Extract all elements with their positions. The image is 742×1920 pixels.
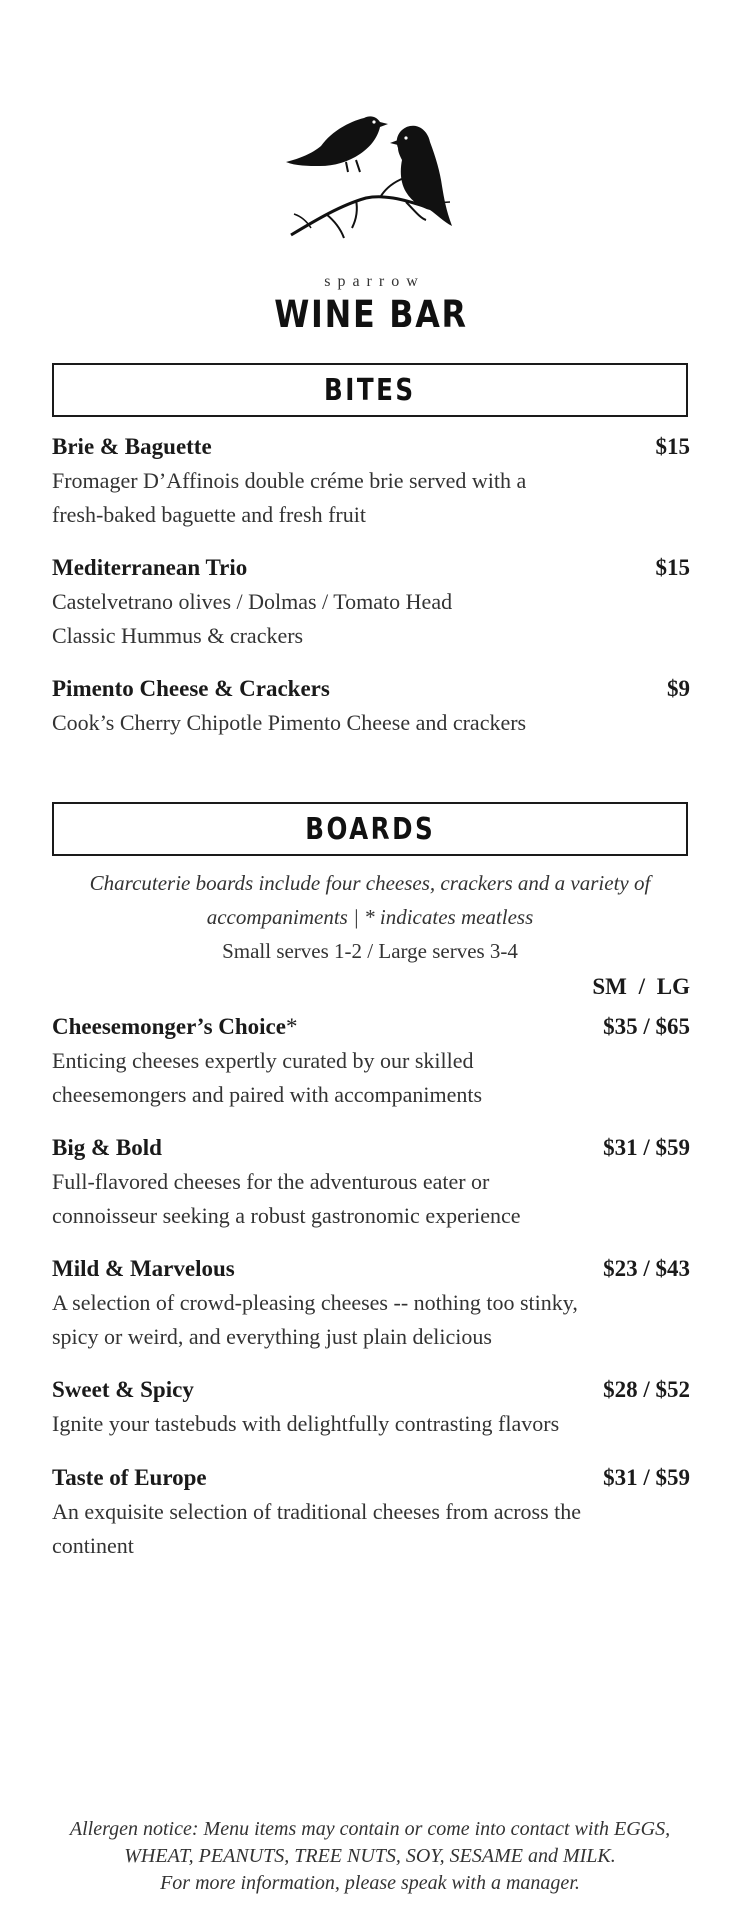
- menu-item: [52, 430, 690, 532]
- item-description-line: Enticing cheeses expertly curated by our skilled: [52, 1048, 474, 1073]
- item-name: Brie & Baguette: [52, 434, 212, 459]
- bites-title: BITES: [324, 372, 416, 408]
- item-description-line: Castelvetrano olives / Dolmas / Tomato Head: [52, 589, 453, 614]
- allergen-line: For more information, please speak with a manager.: [160, 1872, 580, 1894]
- item-name: Mild & Marvelous: [52, 1256, 235, 1281]
- allergen-notice: [52, 1816, 688, 1897]
- item-description-line: Classic Hummus & crackers: [52, 623, 304, 648]
- item-description-line: An exquisite selection of traditional cheeses from across the: [52, 1499, 582, 1524]
- item-name: Sweet & Spicy: [52, 1377, 194, 1402]
- two-sparrows-on-branch-icon: [286, 110, 456, 245]
- menu-item: [52, 1131, 690, 1233]
- menu-item: [52, 1461, 690, 1563]
- boards-intro: [52, 866, 688, 968]
- item-price: $23 / $43: [603, 1256, 690, 1281]
- boards-section-header: [52, 802, 688, 856]
- logo: [0, 110, 742, 336]
- item-name: Big & Bold: [52, 1135, 162, 1160]
- item-price: $31 / $59: [603, 1465, 690, 1490]
- brand-name-large: WINE BAR: [274, 293, 468, 336]
- allergen-line: WHEAT, PEANUTS, TREE NUTS, SOY, SESAME and MILK.: [124, 1845, 616, 1867]
- menu-item: [52, 1010, 690, 1112]
- item-description-line: spicy or weird, and everything just plain delicious: [52, 1324, 492, 1349]
- item-name: Taste of Europe: [52, 1465, 207, 1490]
- item-description-line: A selection of crowd-pleasing cheeses -- nothing too stinky,: [52, 1290, 578, 1315]
- item-description-line: connoisseur seeking a robust gastronomic experience: [52, 1203, 521, 1228]
- bites-section-header: [52, 363, 688, 417]
- item-price: $31 / $59: [603, 1135, 690, 1160]
- boards-serving-sizes: Small serves 1-2 / Large serves 3-4: [222, 939, 518, 963]
- item-description-line: fresh-baked baguette and fresh fruit: [52, 502, 366, 527]
- item-price: $15: [655, 555, 690, 580]
- item-price: $35 / $65: [603, 1014, 690, 1039]
- menu-item: [52, 551, 690, 653]
- meatless-marker: *: [285, 1014, 298, 1039]
- item-name: Pimento Cheese & Crackers: [52, 676, 330, 701]
- menu-item: [52, 1373, 690, 1441]
- boards-intro-line: Charcuterie boards include four cheeses, crackers and a variety of: [89, 871, 651, 895]
- item-price: $28 / $52: [603, 1377, 690, 1402]
- menu-item: [52, 1252, 690, 1354]
- item-price: $9: [667, 676, 690, 701]
- item-description-line: Fromager D’Affinois double créme brie served with a: [52, 468, 527, 493]
- item-description-line: Full-flavored cheeses for the adventurous eater or: [52, 1169, 490, 1194]
- item-name: Mediterranean Trio: [52, 555, 248, 580]
- menu-item: [52, 672, 690, 740]
- boards-title: BOARDS: [305, 811, 435, 847]
- item-description-line: Ignite your tastebuds with delightfully contrasting flavors: [52, 1411, 560, 1436]
- brand-name-small: sparrow: [324, 273, 425, 290]
- item-price: $15: [655, 434, 690, 459]
- allergen-line: Allergen notice: Menu items may contain or come into contact with EGGS,: [69, 1818, 671, 1840]
- item-description-line: cheesemongers and paired with accompaniments: [52, 1082, 483, 1107]
- item-description-line: continent: [52, 1533, 134, 1558]
- item-name: Cheesemonger’s Choice: [52, 1014, 286, 1039]
- item-description-line: Cook’s Cherry Chipotle Pimento Cheese and crackers: [52, 710, 527, 735]
- size-column-header: SM / LG: [592, 974, 690, 999]
- boards-intro-line: accompaniments | * indicates meatless: [206, 905, 534, 929]
